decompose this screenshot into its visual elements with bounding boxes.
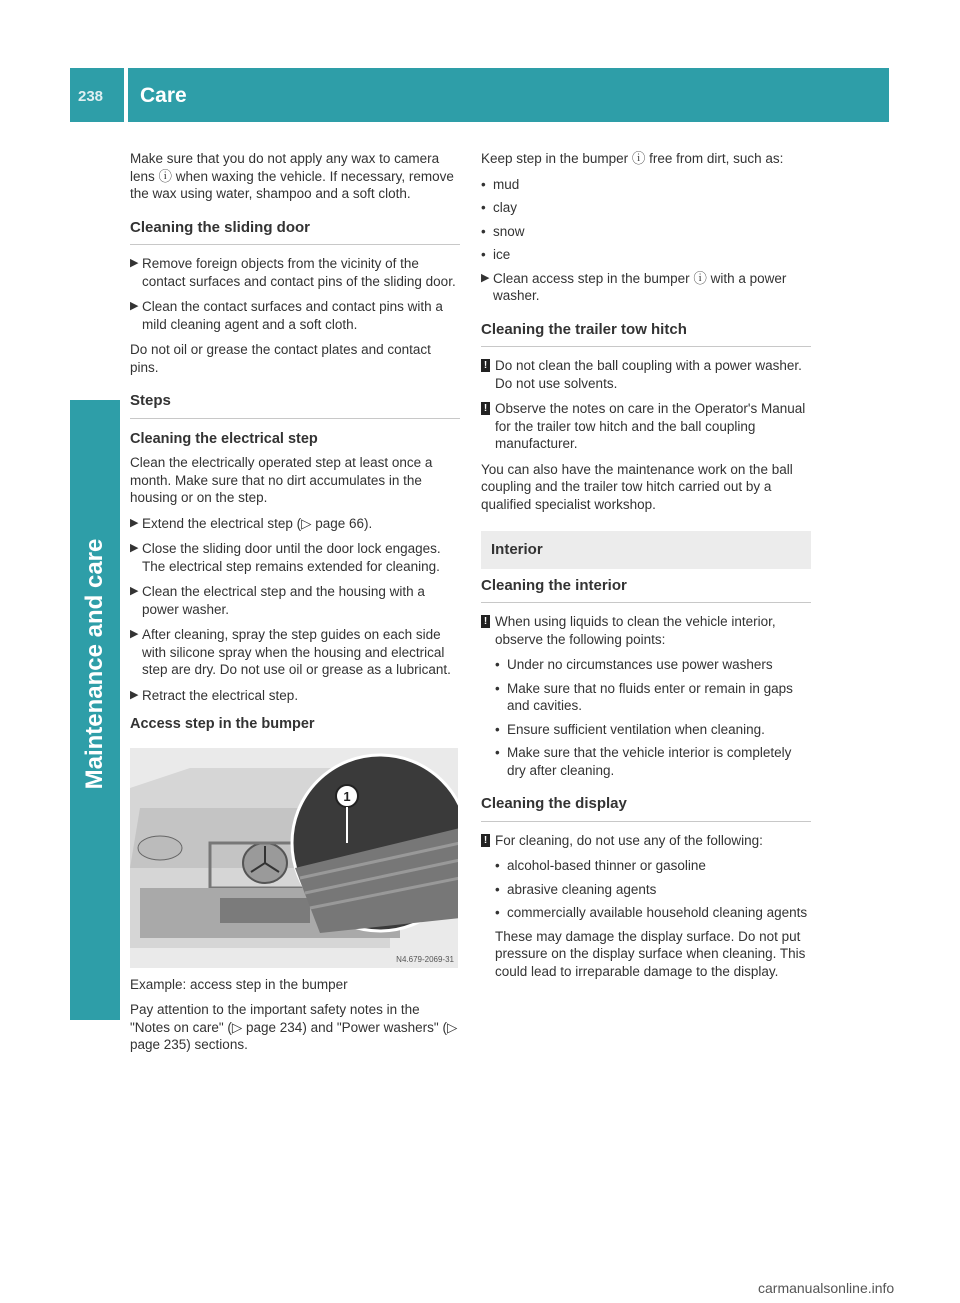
bullet-icon: • [495, 721, 500, 737]
list-item: • abrasive cleaning agents [495, 881, 657, 897]
safety-note: Pay attention to the important safety notes in the "Notes on care" (▷ page 234) and "Power washers" (▷ page 235) sections. [130, 1002, 458, 1052]
electrical-step-heading: Cleaning the electrical step [130, 430, 318, 447]
list-item: • snow [481, 223, 525, 239]
step-item: ▶ Retract the electrical step. [130, 687, 299, 703]
bullet-icon: • [495, 858, 500, 873]
interior-heading: Cleaning the interior [481, 577, 811, 604]
header-bar [70, 68, 889, 122]
list-item: • alcohol-based thinner or gasoline [495, 858, 706, 873]
exclamation-icon: ! [481, 402, 490, 415]
sliding-door-heading: Cleaning the sliding door [130, 219, 460, 246]
arrow-icon: ▶ [130, 516, 139, 529]
list-item: • ice [481, 247, 511, 262]
display-warning: These may damage the display surface. Do not put pressure on the display surface when cleaning. This could lead to irreparable damage to the display. [495, 928, 806, 979]
arrow-icon: ▶ [481, 271, 490, 284]
figure-callout: 1 [343, 788, 351, 804]
arrow-icon: ▶ [130, 257, 139, 269]
steps-heading: Steps [130, 392, 460, 419]
right-column [481, 150, 811, 988]
bumper-step-figure [130, 748, 458, 968]
bullet-icon: • [495, 657, 500, 672]
bullet-icon: • [495, 905, 500, 920]
bullet-icon: • [481, 223, 486, 239]
display-heading: Cleaning the display [481, 795, 811, 822]
list-item: • Under no circumstances use power washers [495, 657, 773, 672]
bullet-icon: • [495, 745, 500, 760]
bullet-icon: • [495, 881, 500, 897]
arrow-icon: ▶ [130, 628, 139, 640]
side-tab-label-wrap [70, 400, 120, 930]
side-tab-label: Maintenance and care [81, 538, 108, 790]
keep-free-text: Keep step in the bumper ⓘ free from dirt, such as: [481, 151, 784, 166]
step-item: ▶ Close the sliding door until the door lock engages. The electrical step remains extended for cleaning. [130, 541, 441, 574]
list-item: • Make sure that no fluids enter or remain in gaps and cavities. [495, 680, 793, 713]
left-column [130, 150, 460, 1062]
arrow-icon: ▶ [130, 542, 139, 554]
list-item: • Make sure that the vehicle interior is completely dry after cleaning. [495, 745, 792, 778]
note-item: ! For cleaning, do not use any of the following: [481, 832, 811, 850]
note-item: ! Do not clean the ball coupling with a power washer. Do not use solvents. [481, 357, 811, 392]
step-item: ▶ Clean access step in the bumper ⓘ with a power washer. [481, 270, 787, 303]
list-item: • mud [481, 176, 520, 192]
watermark: carmanualsonline.info [758, 1280, 895, 1296]
list-item: • Ensure sufficient ventilation when cleaning. [495, 721, 765, 737]
step-item: ▶ Remove foreign objects from the vicinity of the contact surfaces and contact pins of the sliding door. [130, 256, 456, 289]
step-item: ▶ Clean the contact surfaces and contact pins with a mild cleaning agent and a soft cloth. [130, 299, 443, 332]
sliding-door-note: Do not oil or grease the contact plates and contact pins. [130, 342, 431, 375]
list-item: • clay [481, 200, 518, 215]
arrow-icon: ▶ [130, 585, 139, 597]
step-item: ▶ After cleaning, spray the step guides on each side with silicone spray when the housing and electrical step are dry. Do not use oil or grease as a lubricant. [130, 627, 451, 677]
workshop-note: You can also have the maintenance work on the ball coupling and the trailer tow hitch carried out by a qualified specialist workshop. [481, 461, 793, 512]
page-number: 238 [78, 88, 104, 105]
page-title: Care [140, 84, 187, 107]
tow-hitch-heading: Cleaning the trailer tow hitch [481, 321, 811, 348]
figure-code: N4.679-2069-31 [396, 954, 454, 964]
figure-caption: Example: access step in the bumper [130, 976, 348, 992]
exclamation-icon: ! [481, 834, 490, 847]
bumper-step-heading: Access step in the bumper [130, 716, 315, 732]
wax-note: Make sure that you do not apply any wax to camera lens ⓘ when waxing the vehicle. If necessary, remove the wax using water, shampoo and a soft cloth. [130, 151, 454, 201]
electrical-step-intro: Clean the electrically operated step at least once a month. Make sure that no dirt accumulates in the housing or on the step. [130, 455, 433, 505]
bullet-icon: • [481, 200, 486, 215]
list-item: • commercially available household cleaning agents [495, 905, 808, 920]
note-item: ! Observe the notes on care in the Operator's Manual for the trailer tow hitch and the ball coupling manufacturer. [481, 400, 811, 453]
arrow-icon: ▶ [130, 300, 139, 312]
bullet-icon: • [481, 176, 486, 192]
exclamation-icon: ! [481, 615, 490, 628]
bullet-icon: • [495, 680, 500, 696]
interior-section-label: Interior [481, 531, 811, 569]
arrow-icon: ▶ [130, 688, 139, 701]
van-front-illustration [130, 748, 458, 968]
header-divider [124, 68, 128, 122]
bullet-icon: • [481, 247, 486, 262]
note-item: ! When using liquids to clean the vehicle interior, observe the following points: [481, 613, 811, 648]
exclamation-icon: ! [481, 359, 490, 372]
step-item: ▶ Extend the electrical step (▷ page 66). [130, 515, 373, 531]
step-item: ▶ Clean the electrical step and the housing with a power washer. [130, 584, 425, 617]
